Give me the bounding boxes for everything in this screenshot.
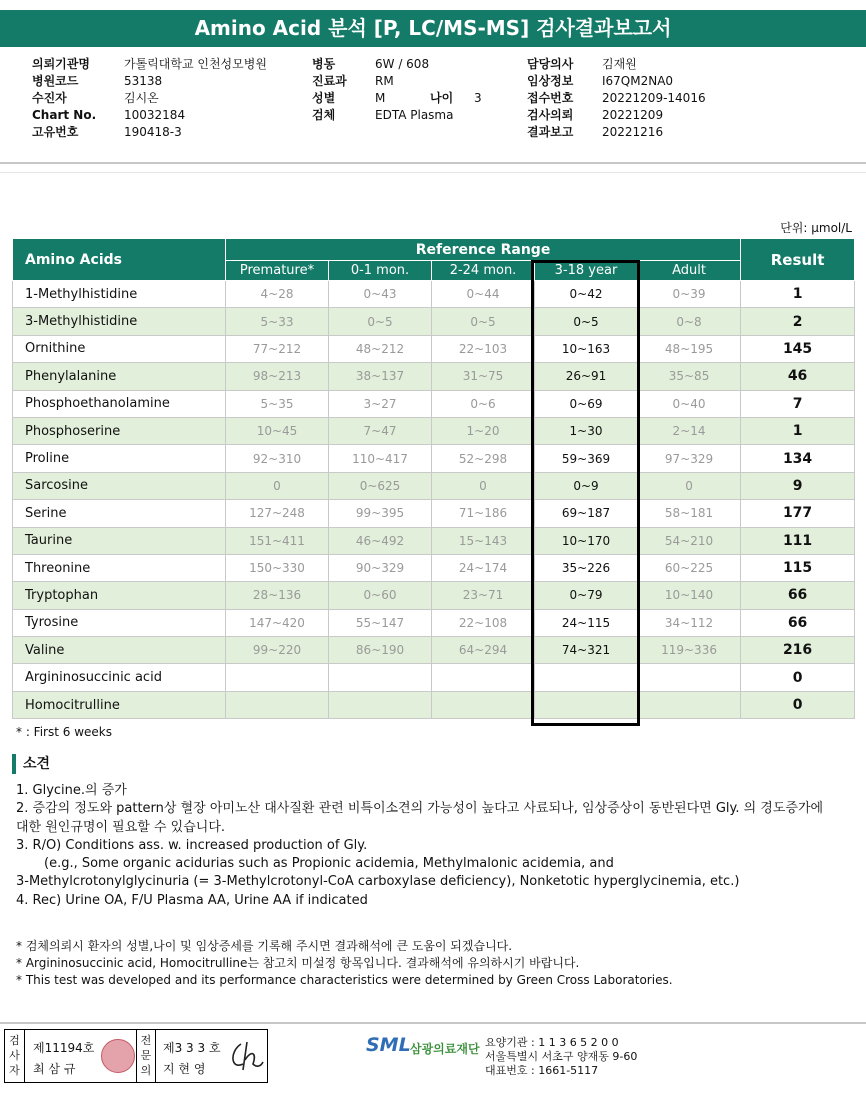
- notes: [16, 938, 673, 989]
- amino-acid-name: Phosphoethanolamine: [13, 390, 226, 417]
- info-value: 김재원: [602, 57, 637, 71]
- lab-address-block: [485, 1036, 637, 1078]
- table-row: [13, 664, 855, 691]
- specialist-label: 전문의: [136, 1030, 156, 1082]
- table-row: [13, 527, 855, 554]
- comment-line: 2. 증감의 정도와 pattern상 혈장 아미노산 대사질환 관련 비특이소견의 가능성이 높다고 사료되나, 임상증상이 동반된다면 Gly. 의 경도증가에 대한 원인규명이 필요할 수 있습니다.: [16, 801, 824, 835]
- reference-range: 0~44: [432, 281, 535, 308]
- result-value: 1: [741, 281, 855, 308]
- reference-range: 0~79: [535, 582, 638, 609]
- result-value: 2: [741, 308, 855, 335]
- divider: [0, 162, 866, 164]
- reference-range: [638, 691, 741, 718]
- reference-range: 64~294: [432, 637, 535, 664]
- info-label: 검체: [312, 108, 336, 122]
- table-row: [13, 691, 855, 718]
- reference-range: [432, 664, 535, 691]
- amino-acid-name: Valine: [13, 637, 226, 664]
- header-0-1-mon: 0-1 mon.: [329, 261, 432, 281]
- reference-range: [432, 691, 535, 718]
- amino-acid-name: Threonine: [13, 554, 226, 581]
- tester-seal-icon: [101, 1039, 135, 1073]
- reference-range: 58~181: [638, 500, 741, 527]
- comment-line: 3-Methylcrotonylglycinuria (= 3-Methylcrotonyl-CoA carboxylase deficiency), Nonketotic hyperglycinemia, etc.): [16, 874, 740, 890]
- reference-range: [535, 691, 638, 718]
- result-value: 0: [741, 664, 855, 691]
- reference-range: 46~492: [329, 527, 432, 554]
- note-line: * 검체의뢰시 환자의 성별,나이 및 임상증세를 기록해 주시면 결과해석에 큰 도움이 되겠습니다.: [16, 939, 513, 953]
- age-value: 3: [474, 91, 482, 105]
- reference-range: 92~310: [226, 445, 329, 472]
- reference-range: 48~195: [638, 335, 741, 362]
- tester-number: 제11194호: [33, 1041, 95, 1055]
- reference-range: 48~212: [329, 335, 432, 362]
- reference-range: 59~369: [535, 445, 638, 472]
- reference-range: 0~40: [638, 390, 741, 417]
- reference-range: 3~27: [329, 390, 432, 417]
- reference-range: 0~39: [638, 281, 741, 308]
- reference-range: 0~42: [535, 281, 638, 308]
- table-row: [13, 445, 855, 472]
- reference-range: 99~220: [226, 637, 329, 664]
- reference-range: [226, 691, 329, 718]
- reference-range: 0~69: [535, 390, 638, 417]
- signature-icon: [225, 1038, 265, 1074]
- reference-range: 23~71: [432, 582, 535, 609]
- info-col-2: [312, 56, 512, 124]
- result-value: 134: [741, 445, 855, 472]
- note-line: * This test was developed and its performance characteristics were determined by Green Cross Laboratories.: [16, 973, 673, 987]
- reference-range: 0~8: [638, 308, 741, 335]
- reference-range: 60~225: [638, 554, 741, 581]
- info-value: M: [375, 91, 386, 105]
- specialist-number: 제3 3 3 호: [163, 1041, 221, 1055]
- report-title: Amino Acid 분석 [P, LC/MS-MS] 검사결과보고서: [0, 10, 866, 47]
- info-label: 고유번호: [32, 125, 79, 139]
- reference-range: 34~112: [638, 609, 741, 636]
- info-label: 검사의뢰: [527, 108, 574, 122]
- reference-range: 10~170: [535, 527, 638, 554]
- result-value: 216: [741, 637, 855, 664]
- reference-range: 69~187: [535, 500, 638, 527]
- header-adult: Adult: [638, 261, 741, 281]
- reference-range: 1~30: [535, 417, 638, 444]
- specialist-name: 지 현 영: [163, 1062, 206, 1076]
- age-label: 나이: [430, 91, 454, 105]
- reference-range: 15~143: [432, 527, 535, 554]
- amino-acid-name: Ornithine: [13, 335, 226, 362]
- unit-label: 단위: μmol/L: [780, 221, 852, 235]
- info-label: 담당의사: [527, 57, 574, 71]
- reference-range: 71~186: [432, 500, 535, 527]
- reference-range: [329, 664, 432, 691]
- reference-range: 26~91: [535, 363, 638, 390]
- info-col-1: [32, 56, 312, 141]
- info-label: 결과보고: [527, 125, 574, 139]
- reference-range: 5~33: [226, 308, 329, 335]
- tester-label: 검사자: [5, 1030, 25, 1082]
- table-row: [13, 417, 855, 444]
- amino-acid-name: Homocitrulline: [13, 691, 226, 718]
- reference-range: 119~336: [638, 637, 741, 664]
- reference-range: 0: [226, 472, 329, 499]
- amino-acid-name: Proline: [13, 445, 226, 472]
- reference-range: [329, 691, 432, 718]
- info-value: 53138: [124, 74, 163, 88]
- comment-line: 1. Glycine.의 증가: [16, 783, 127, 798]
- info-value: 20221209: [602, 108, 664, 122]
- reference-range: 22~103: [432, 335, 535, 362]
- table-row: [13, 390, 855, 417]
- reference-range: 55~147: [329, 609, 432, 636]
- info-label: 임상정보: [527, 74, 574, 88]
- reference-range: 151~411: [226, 527, 329, 554]
- header-amino-acids: Amino Acids: [13, 239, 226, 281]
- amino-acid-name: Phenylalanine: [13, 363, 226, 390]
- table-row: [13, 582, 855, 609]
- comment-line: (e.g., Some organic acidurias such as Propionic acidemia, Methylmalonic acidemia, and: [44, 856, 614, 872]
- lab-address: 서울특별시 서초구 양재동 9-60: [485, 1050, 638, 1063]
- info-label: 의뢰기관명: [32, 57, 90, 71]
- reference-range: 0~5: [535, 308, 638, 335]
- info-label: 병동: [312, 57, 336, 71]
- header-result: Result: [741, 239, 855, 281]
- table-row: [13, 609, 855, 636]
- info-value: 김시온: [124, 91, 159, 105]
- reference-range: 127~248: [226, 500, 329, 527]
- info-value: 20221209-14016: [602, 91, 706, 105]
- info-value: RM: [375, 74, 394, 88]
- reference-range: 2~14: [638, 417, 741, 444]
- info-col-3: [527, 56, 807, 141]
- lab-name: 삼광의료재단: [410, 1042, 480, 1056]
- reference-range: 98~213: [226, 363, 329, 390]
- reference-range: 0~9: [535, 472, 638, 499]
- reference-range: 5~35: [226, 390, 329, 417]
- amino-acid-name: 1-Methylhistidine: [13, 281, 226, 308]
- reference-range: 28~136: [226, 582, 329, 609]
- footnote: * : First 6 weeks: [16, 725, 112, 739]
- amino-acid-name: Taurine: [13, 527, 226, 554]
- info-value: 10032184: [124, 108, 186, 122]
- divider: [0, 1022, 866, 1024]
- reference-range: 31~75: [432, 363, 535, 390]
- table-row: [13, 472, 855, 499]
- result-value: 7: [741, 390, 855, 417]
- reference-range: 35~226: [535, 554, 638, 581]
- comments-title: 소견: [12, 754, 50, 774]
- result-value: 145: [741, 335, 855, 362]
- reference-range: 110~417: [329, 445, 432, 472]
- reference-range: [535, 664, 638, 691]
- header-2-24-mon: 2-24 mon.: [432, 261, 535, 281]
- reference-range: 38~137: [329, 363, 432, 390]
- reference-range: 0~43: [329, 281, 432, 308]
- reference-range: 150~330: [226, 554, 329, 581]
- reference-range: 22~108: [432, 609, 535, 636]
- result-value: 1: [741, 417, 855, 444]
- info-value: 190418-3: [124, 125, 182, 139]
- reference-range: 1~20: [432, 417, 535, 444]
- result-value: 66: [741, 609, 855, 636]
- amino-acid-name: Serine: [13, 500, 226, 527]
- reference-range: 0~5: [329, 308, 432, 335]
- reference-range: 24~115: [535, 609, 638, 636]
- reference-range: 10~140: [638, 582, 741, 609]
- reference-range: [226, 664, 329, 691]
- lab-phone: 대표번호 : 1661-5117: [485, 1064, 599, 1077]
- info-value: 가톨릭대학교 인천성모병원: [124, 57, 267, 71]
- note-line: * Argininosuccinic acid, Homocitrulline는 참고치 미설정 항목입니다. 결과해석에 유의하시기 바랍니다.: [16, 956, 580, 970]
- info-label: 병원코드: [32, 74, 79, 88]
- reference-range: 147~420: [226, 609, 329, 636]
- table-row: [13, 281, 855, 308]
- reference-range: 54~210: [638, 527, 741, 554]
- reference-range: 10~45: [226, 417, 329, 444]
- info-value: 6W / 608: [375, 57, 430, 71]
- reference-range: 0~6: [432, 390, 535, 417]
- amino-acid-table: [12, 238, 855, 719]
- result-value: 115: [741, 554, 855, 581]
- reference-range: 74~321: [535, 637, 638, 664]
- sml-logo-icon: SML: [366, 1034, 411, 1056]
- info-label: 수진자: [32, 91, 67, 105]
- result-value: 177: [741, 500, 855, 527]
- reference-range: 86~190: [329, 637, 432, 664]
- result-value: 9: [741, 472, 855, 499]
- reference-range: 7~47: [329, 417, 432, 444]
- info-label: 성별: [312, 91, 336, 105]
- reference-range: 0~625: [329, 472, 432, 499]
- amino-acid-name: Tyrosine: [13, 609, 226, 636]
- reference-range: 99~395: [329, 500, 432, 527]
- result-value: 111: [741, 527, 855, 554]
- table-row: [13, 554, 855, 581]
- amino-acid-name: Phosphoserine: [13, 417, 226, 444]
- table-row: [13, 500, 855, 527]
- reference-range: 35~85: [638, 363, 741, 390]
- reference-range: 24~174: [432, 554, 535, 581]
- info-label: 진료과: [312, 74, 347, 88]
- comment-line: 3. R/O) Conditions ass. w. increased production of Gly.: [16, 837, 368, 853]
- info-label: Chart No.: [32, 108, 97, 122]
- reference-range: 0: [432, 472, 535, 499]
- amino-acid-name: Tryptophan: [13, 582, 226, 609]
- reference-range: 97~329: [638, 445, 741, 472]
- info-value: EDTA Plasma: [375, 108, 454, 122]
- tester-name: 최 삼 규: [33, 1062, 76, 1076]
- table-row: [13, 637, 855, 664]
- info-value: 20221216: [602, 125, 664, 139]
- amino-acid-name: Argininosuccinic acid: [13, 664, 226, 691]
- header-3-18-year: 3-18 year: [535, 261, 638, 281]
- table-row: [13, 308, 855, 335]
- reference-range: 90~329: [329, 554, 432, 581]
- reference-range: [638, 664, 741, 691]
- header-reference-range: Reference Range: [226, 239, 741, 261]
- comment-line: 4. Rec) Urine OA, F/U Plasma AA, Urine AA if indicated: [16, 892, 368, 908]
- info-label: 접수번호: [527, 91, 574, 105]
- divider: [0, 172, 866, 173]
- table-row: [13, 363, 855, 390]
- reference-range: 10~163: [535, 335, 638, 362]
- reference-range: 0~60: [329, 582, 432, 609]
- reference-range: 0~5: [432, 308, 535, 335]
- reference-range: 52~298: [432, 445, 535, 472]
- result-value: 66: [741, 582, 855, 609]
- comments: [16, 782, 836, 910]
- result-value: 46: [741, 363, 855, 390]
- lab-code: 요양기관 : 1 1 3 6 5 2 0 0: [485, 1036, 619, 1049]
- info-value: I67QM2NA0: [602, 74, 674, 88]
- header-premature: Premature*: [226, 261, 329, 281]
- reference-range: 4~28: [226, 281, 329, 308]
- table-row: [13, 335, 855, 362]
- reference-range: 0: [638, 472, 741, 499]
- result-value: 0: [741, 691, 855, 718]
- amino-acid-name: Sarcosine: [13, 472, 226, 499]
- reference-range: 77~212: [226, 335, 329, 362]
- signature-box: [4, 1029, 268, 1083]
- amino-acid-name: 3-Methylhistidine: [13, 308, 226, 335]
